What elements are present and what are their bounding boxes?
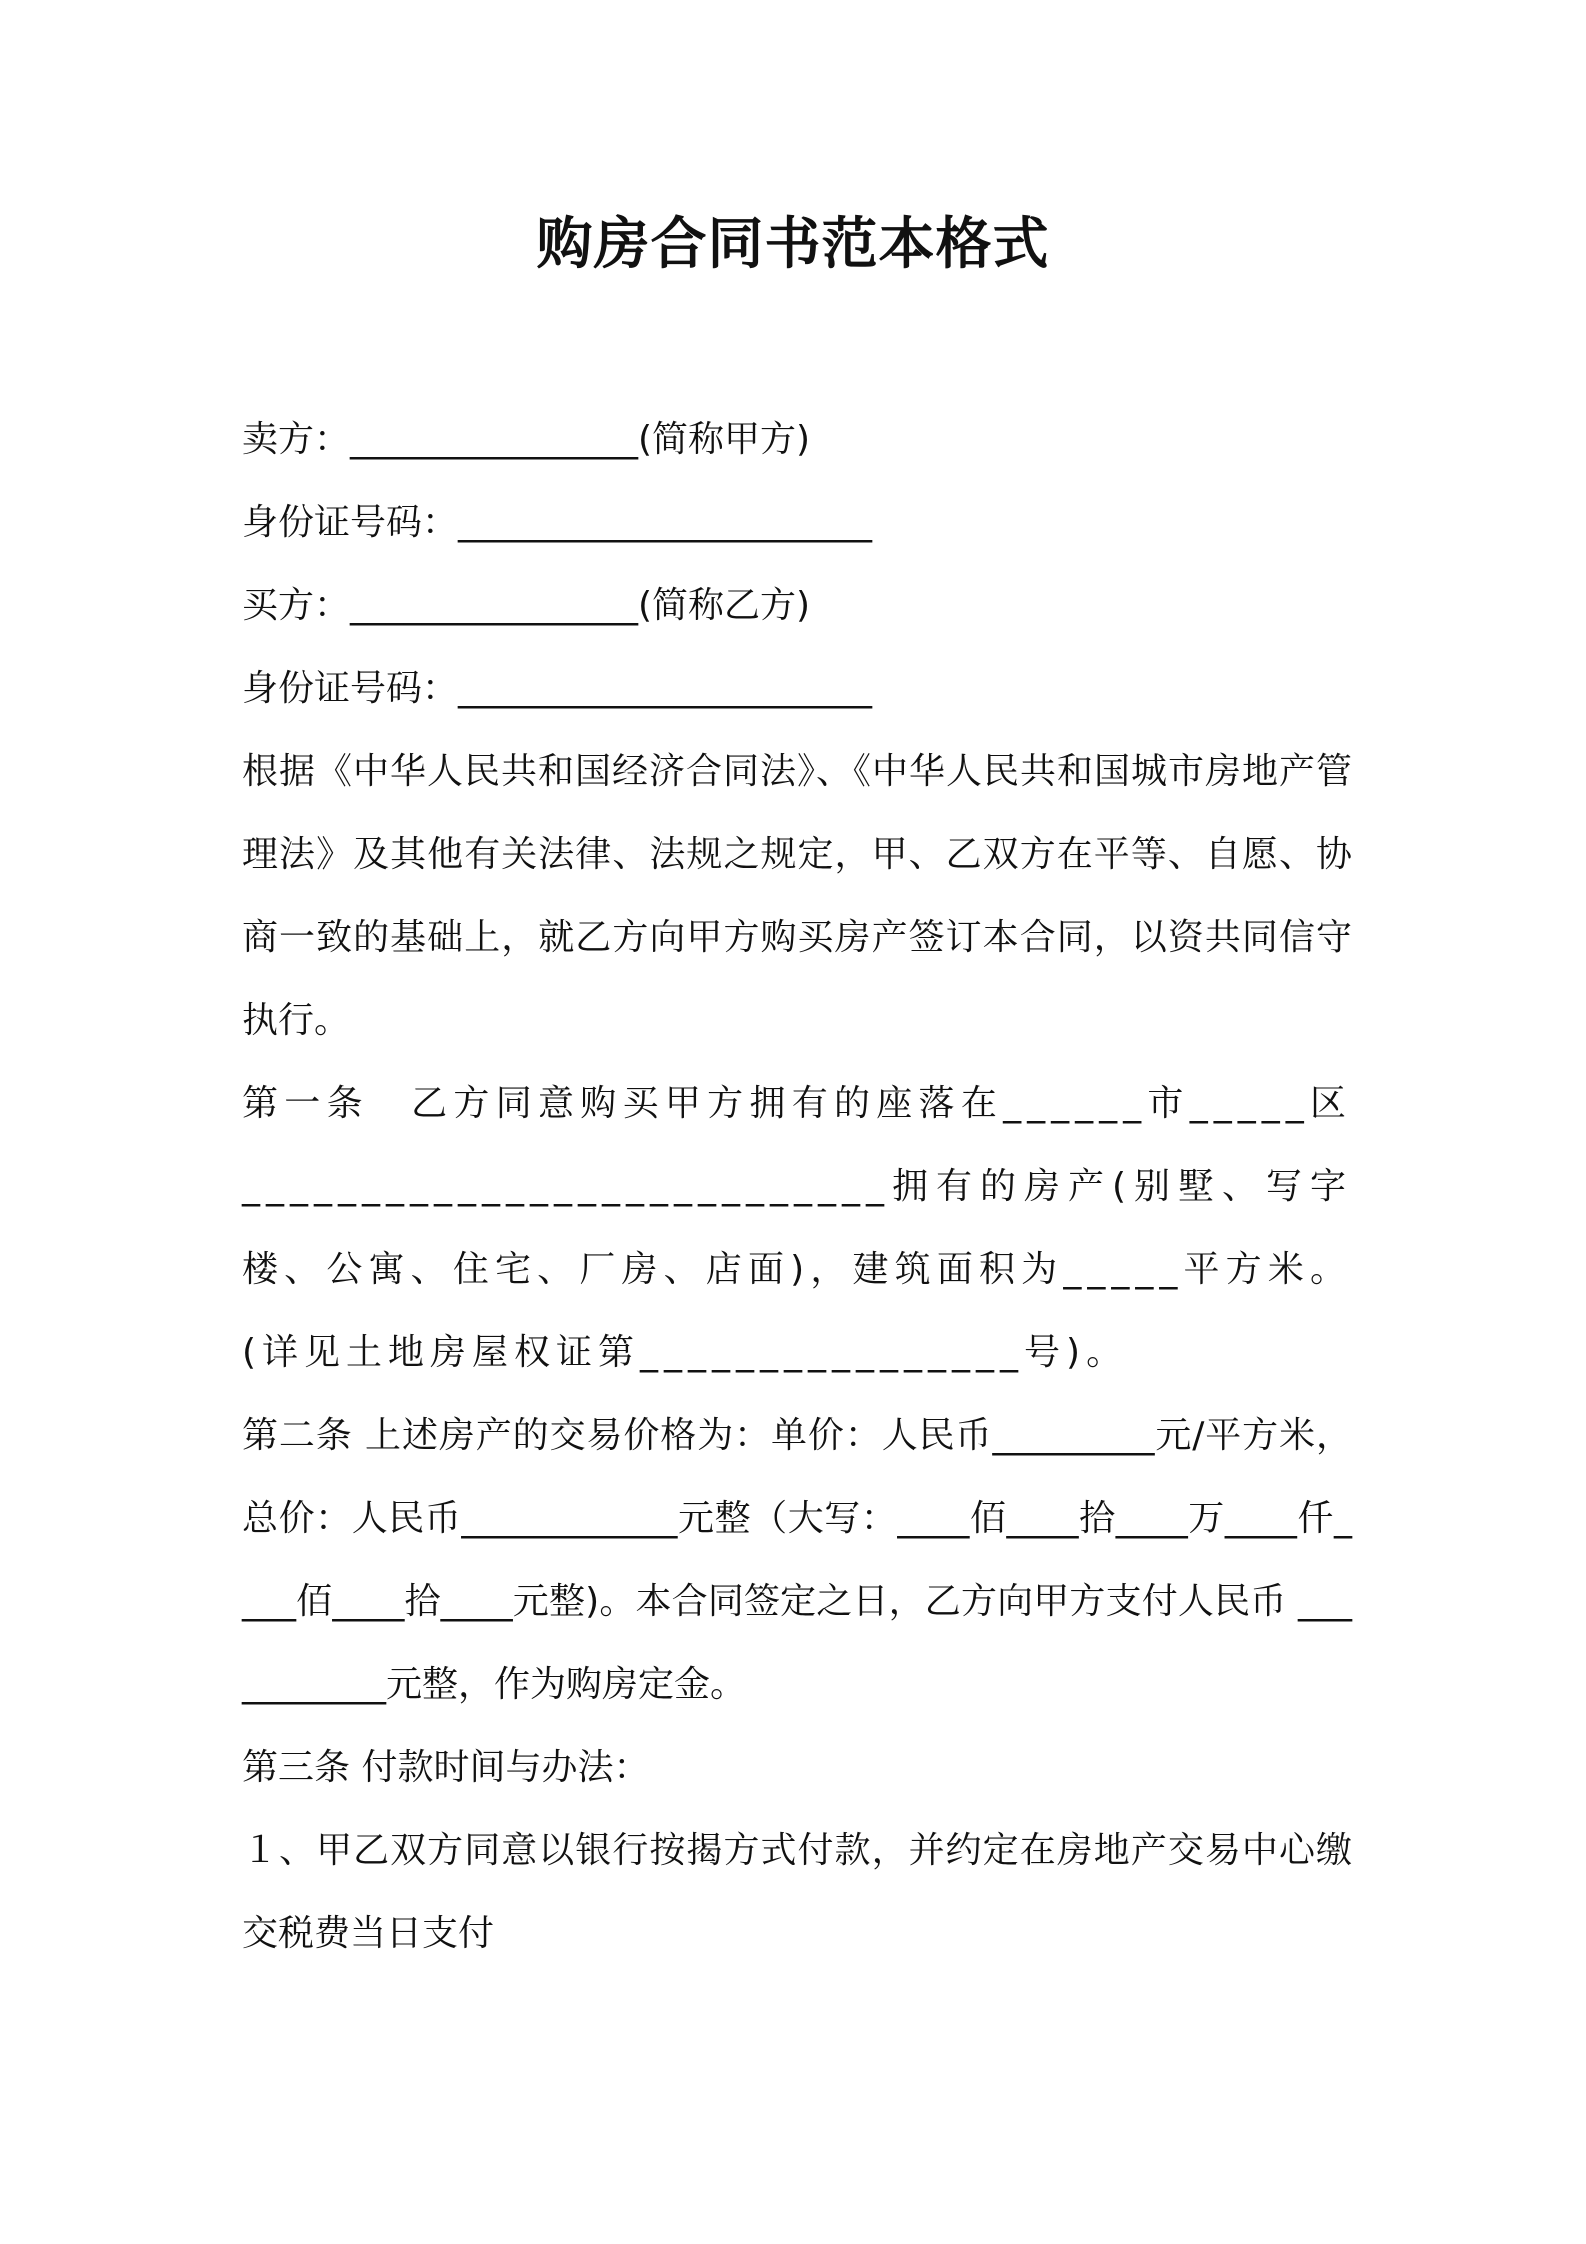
buyer-line: 买方：________________(简称乙方) — [242, 585, 811, 626]
document-title: 购房合同书范本格式 — [536, 212, 1050, 277]
document-body — [242, 398, 1352, 1975]
seller-line: 卖方：________________(简称甲方) — [242, 419, 811, 460]
article-3-heading: 第三条 付款时间与办法： — [242, 1747, 650, 1788]
article-1-paragraph: 第一条 乙方同意购买甲方拥有的座落在______市_____区___________________________拥有的房产(别墅、写字楼、公寓、住宅、厂房、店面)，建筑面积为_____平方米。(详见土地房屋权证第________________号)。 — [242, 1083, 1352, 1373]
buyer-id-line: 身份证号码：_______________________ — [242, 668, 873, 709]
article-2-paragraph: 第二条 上述房产的交易价格为：单价：人民币_________元/平方米，总价：人民币____________元整（大写：____佰____拾____万____仟____佰____拾____元整)。本合同签定之日，乙方向甲方支付人民币 ___________元整，作为购房定金。 — [242, 1415, 1352, 1705]
seller-id-line: 身份证号码：_______________________ — [242, 502, 873, 543]
article-3-item-1: １、甲乙双方同意以银行按揭方式付款，并约定在房地产交易中心缴交税费当日支付 — [242, 1830, 1352, 1954]
preamble-paragraph: 根据《中华人民共和国经济合同法》、《中华人民共和国城市房地产管理法》及其他有关法律、法规之规定，甲、乙双方在平等、自愿、协商一致的基础上，就乙方向甲方购买房产签订本合同，以资共同信守执行。 — [242, 751, 1352, 1041]
